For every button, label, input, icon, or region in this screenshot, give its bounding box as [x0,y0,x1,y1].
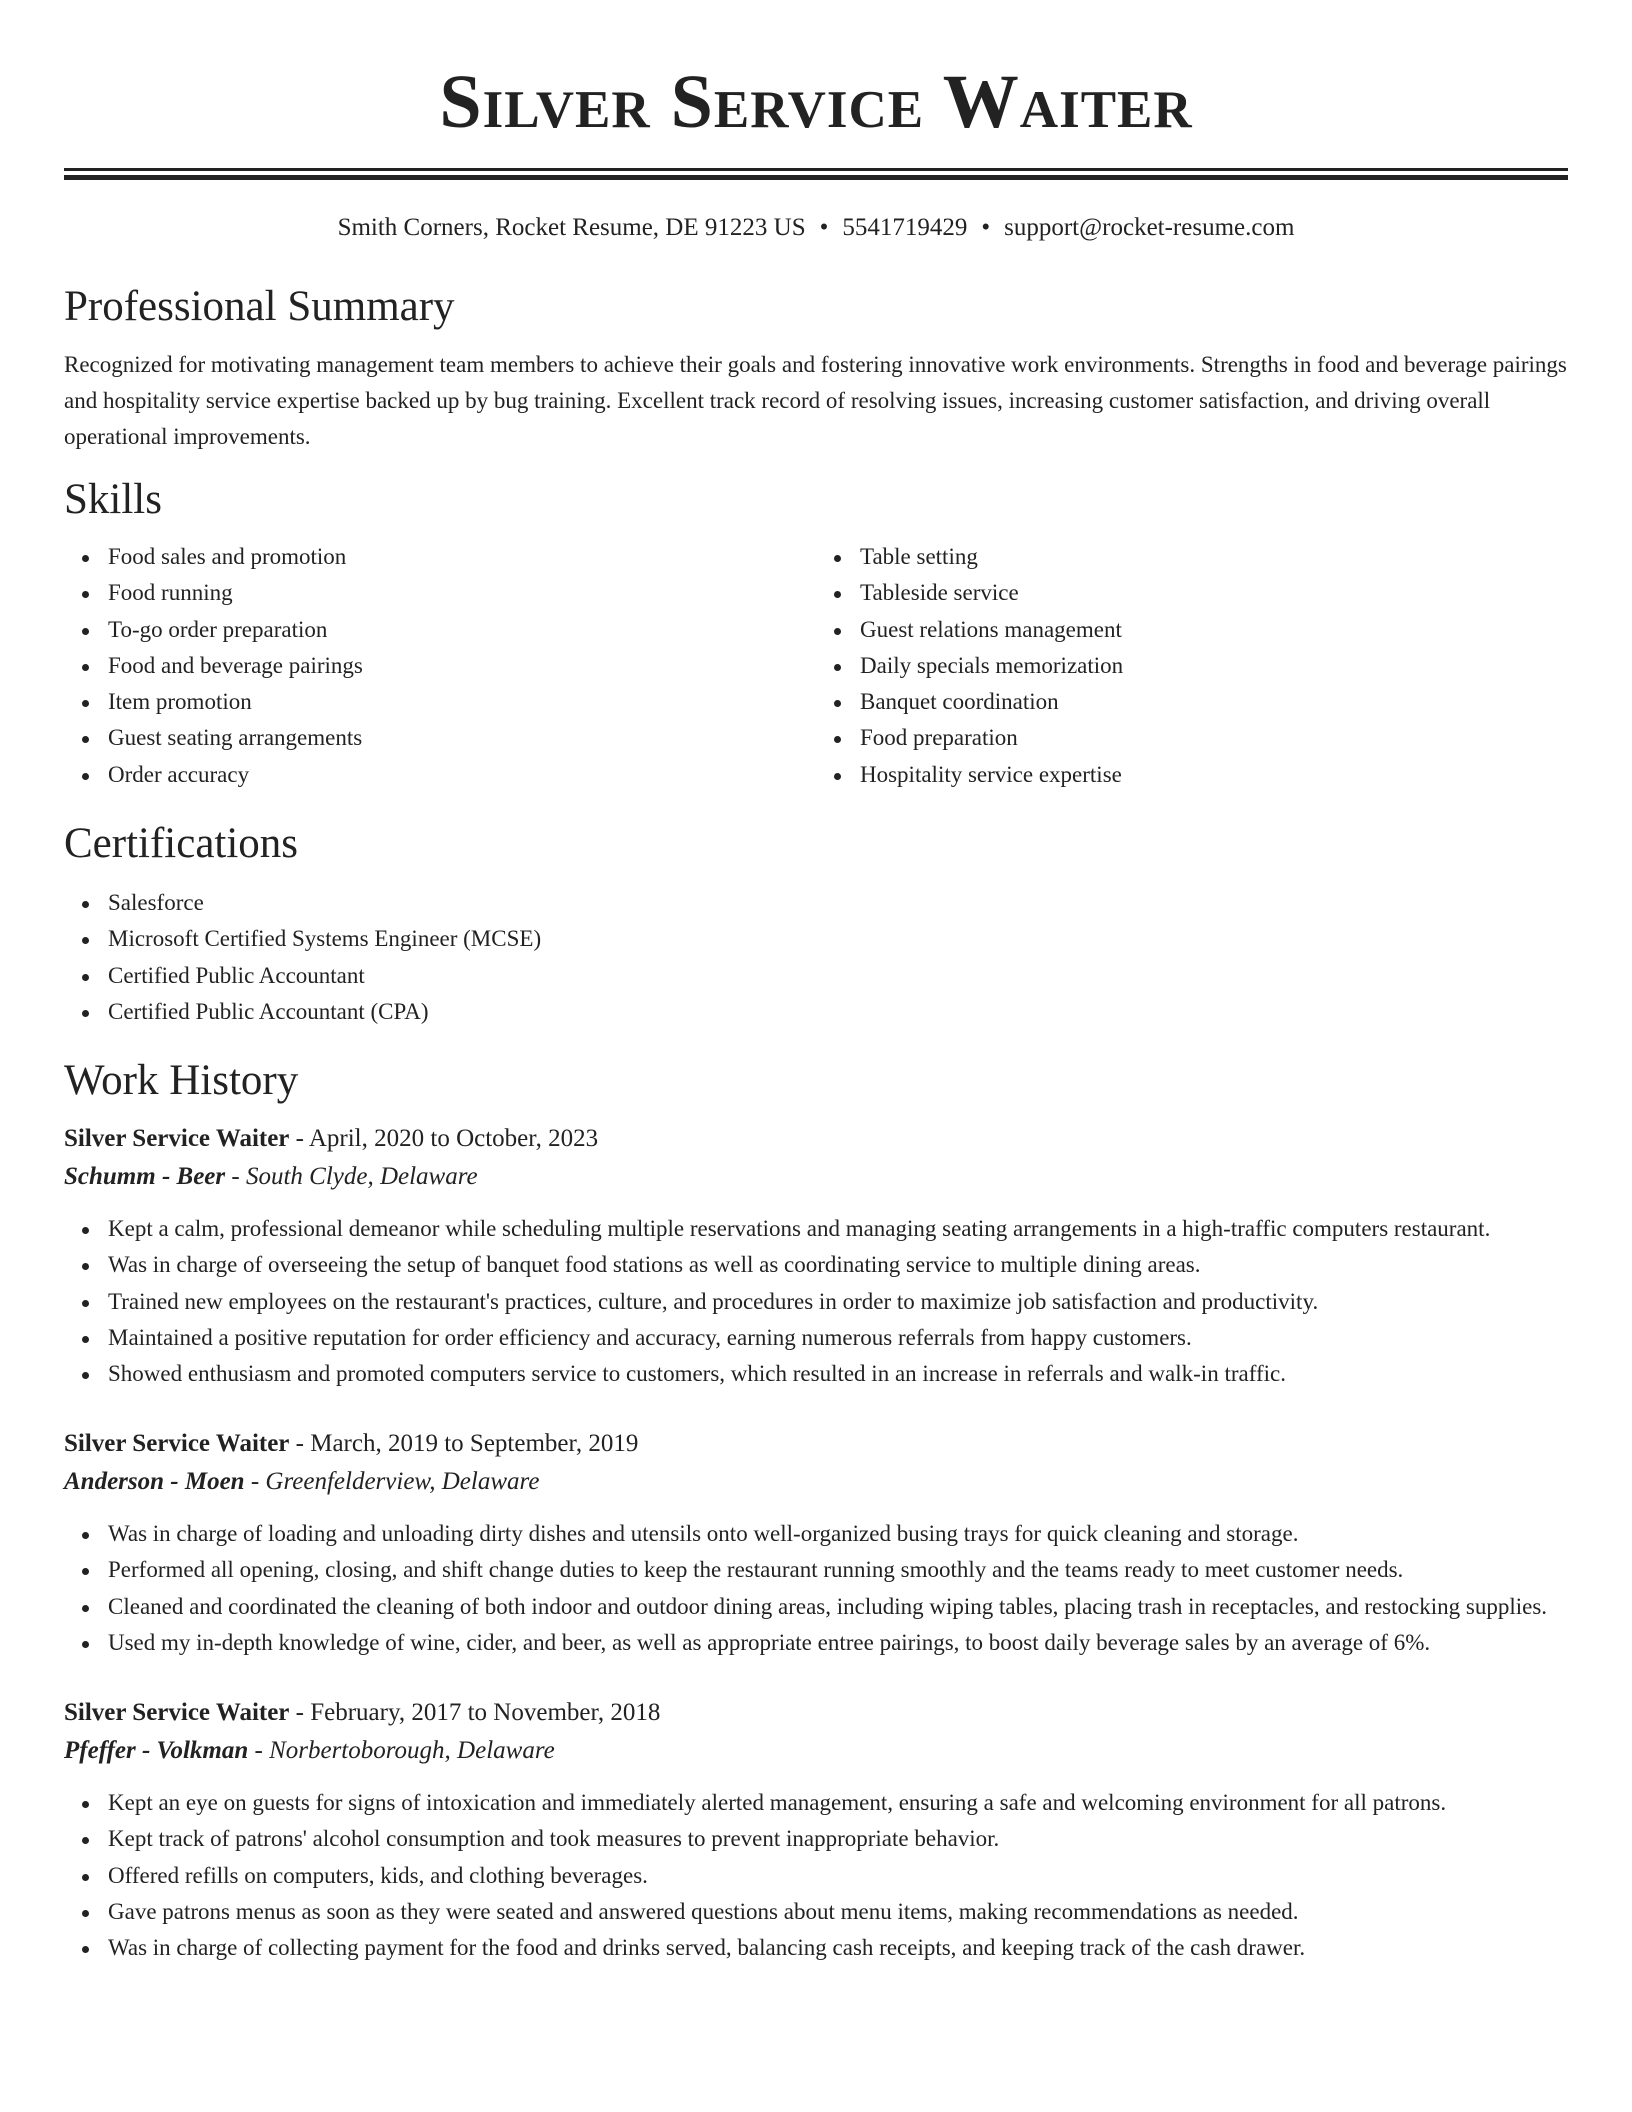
job-company-line [64,1463,1568,1501]
job-company: Pfeffer - Volkman [64,1737,249,1765]
section-heading-skills: Skills [64,476,162,523]
job-entry [64,1120,1568,1392]
job-dash: - [248,1737,270,1765]
job-dash: - [289,1699,311,1727]
skill-item: Tableside service [860,575,1568,611]
job-bullet: Used my in-depth knowledge of wine, cider, and beer, as well as appropriate entree pairings, to boost daily beverage sales by an average of 6%. [108,1625,1568,1661]
section-heading-work-history: Work History [64,1057,299,1105]
contact-address: Smith Corners, Rocket Resume, DE 91223 US [337,214,806,241]
skill-item: Guest relations management [860,612,1568,648]
header-divider [64,168,1568,180]
job-dash: - [289,1125,309,1153]
summary-text: Recognized for motivating management team members to achieve their goals and fostering innovative work environments. Strengths in food and beverage pairings and hospitality service expertise backed up by bug training. Excellent track record of resolving issues, increasing customer satisfaction, and driving overall operational improvements. [64,352,1567,449]
job-entry [64,1425,1568,1661]
contact-phone: 5541719429 [842,214,968,241]
job-bullet: Was in charge of loading and unloading dirty dishes and utensils onto well-organized busing trays for quick cleaning and storage. [108,1516,1568,1552]
certification-item: Certified Public Accountant (CPA) [108,994,1568,1030]
job-title-line [64,1694,1568,1732]
job-bullet: Showed enthusiasm and promoted computers service to customers, which resulted in an increase in referrals and walk-in traffic. [108,1356,1568,1392]
job-bullet: Was in charge of overseeing the setup of banquet food stations as well as coordinating service to multiple dining areas. [108,1247,1568,1283]
skill-item: Food preparation [860,720,1568,756]
job-company-line [64,1732,1568,1770]
job-company-line [64,1158,1568,1196]
job-bullet: Maintained a positive reputation for order efficiency and accuracy, earning numerous referrals from happy customers. [108,1320,1568,1356]
skill-item: Table setting [860,539,1568,575]
certifications-list [64,885,1568,1030]
skill-item: Item promotion [108,684,816,720]
skills-columns [64,539,1568,793]
job-dates: April, 2020 to October, 2023 [308,1125,599,1153]
job-bullet-list [64,1785,1568,1966]
job-dash: - [244,1468,266,1496]
skills-list-left [64,539,816,793]
skills-list-right [816,539,1568,793]
skill-item: To-go order preparation [108,612,816,648]
skill-item: Daily specials memorization [860,648,1568,684]
job-dash: - [289,1430,311,1458]
section-heading-summary: Professional Summary [64,283,455,330]
certification-item: Certified Public Accountant [108,958,1568,994]
job-dash: - [225,1163,246,1191]
skill-item: Order accuracy [108,757,816,793]
skill-item: Hospitality service expertise [860,757,1568,793]
job-bullet: Was in charge of collecting payment for the food and drinks served, balancing cash receipts, and keeping track of the cash drawer. [108,1930,1568,1966]
job-location: South Clyde, Delaware [245,1163,478,1191]
skill-item: Guest seating arrangements [108,720,816,756]
skill-item: Food and beverage pairings [108,648,816,684]
job-bullet: Kept an eye on guests for signs of intoxication and immediately alerted management, ensuring a safe and welcoming environment for all patrons. [108,1785,1568,1821]
job-bullet: Performed all opening, closing, and shift change duties to keep the restaurant running smoothly and the teams ready to meet customer needs. [108,1552,1568,1588]
job-bullet: Cleaned and coordinated the cleaning of both indoor and outdoor dining areas, including wiping tables, placing trash in receptacles, and restocking supplies. [108,1589,1568,1625]
certification-item: Salesforce [108,885,1568,921]
job-bullet: Trained new employees on the restaurant's practices, culture, and procedures in order to maximize job satisfaction and productivity. [108,1284,1568,1320]
job-title: Silver Service Waiter [64,1125,290,1153]
job-bullet: Offered refills on computers, kids, and clothing beverages. [108,1858,1568,1894]
job-bullet: Kept track of patrons' alcohol consumption and took measures to prevent inappropriate behavior. [108,1821,1568,1857]
candidate-name: Silver Service Waiter [439,60,1193,144]
contact-email: support@rocket-resume.com [1004,214,1295,241]
job-company: Schumm - Beer [64,1163,226,1191]
contact-separator: • [819,214,829,241]
job-title-line [64,1120,1568,1158]
contact-separator: • [981,214,991,241]
job-entry [64,1694,1568,1966]
job-company: Anderson - Moen [64,1468,245,1496]
job-bullet: Kept a calm, professional demeanor while scheduling multiple reservations and managing seating arrangements in a high-traffic computers restaurant. [108,1211,1568,1247]
job-dates: February, 2017 to November, 2018 [310,1699,661,1727]
job-location: Greenfelderview, Delaware [265,1468,540,1496]
skill-item: Food running [108,575,816,611]
certification-item: Microsoft Certified Systems Engineer (MCSE) [108,921,1568,957]
contact-line [64,212,1568,244]
job-bullet: Gave patrons menus as soon as they were seated and answered questions about menu items, making recommendations as needed. [108,1894,1568,1930]
skill-item: Banquet coordination [860,684,1568,720]
job-title: Silver Service Waiter [64,1699,290,1727]
job-title-line [64,1425,1568,1463]
section-heading-certifications: Certifications [64,820,299,868]
skill-item: Food sales and promotion [108,539,816,575]
job-dates: March, 2019 to September, 2019 [310,1430,639,1458]
job-bullet-list [64,1516,1568,1661]
job-location: Norbertoborough, Delaware [269,1737,555,1765]
job-bullet-list [64,1211,1568,1392]
job-title: Silver Service Waiter [64,1430,290,1458]
